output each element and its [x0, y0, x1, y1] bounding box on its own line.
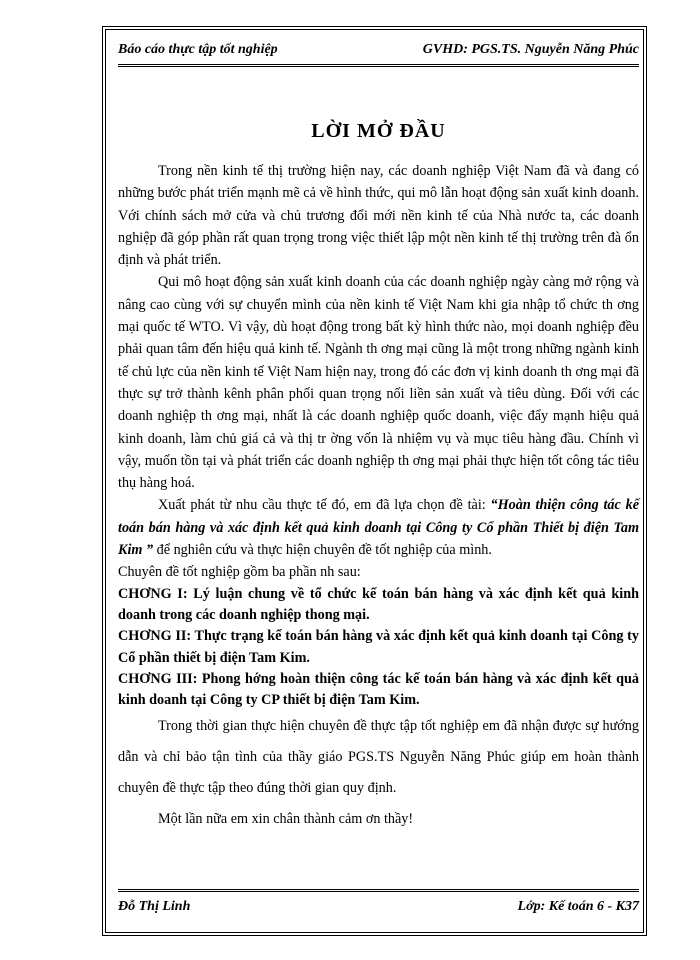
topic-tail-text: để nghiên cứu và thực hiện chuyên đề tốt nghiệp của mình.: [153, 542, 492, 559]
chapter-1: CHƠNG I: Lý luận chung về tổ chức kế toán bán hàng và xác định kết quả kinh doanh trong các doanh nghiệp thong mại.: [118, 585, 639, 623]
paragraph-intro: Trong nền kinh tế thị trường hiện nay, các doanh nghiệp Việt Nam đã và đang có những bước phát triển mạnh mẽ cả về hình thức, qui mô lẫn hoạt động sản xuất kinh doanh. Với chính sách mở cửa và chủ trương đổi mới nền kinh tế của Nhà nước ta, các doanh nghiệp đã góp phần rất quan trọng trong việc thiết lập một nền kinh tế thị trường trên đà ổn định và phát triển.: [118, 163, 639, 269]
chapter-2: CHƠNG II: Thực trạng kế toán bán hàng và xác định kết quả kinh doanh tại Công ty Cổ phần thiết bị điện Tam Kim.: [118, 628, 639, 666]
paragraph-thanks: Một lần nữa em xin chân thành cảm ơn thầy!: [158, 811, 414, 828]
footer-author: Đỗ Thị Linh: [118, 899, 191, 914]
page-title: LỜI MỞ ĐẦU: [311, 120, 446, 142]
paragraph-topic: [118, 494, 639, 561]
paragraph-context: Qui mô hoạt động sản xuất kinh doanh của các doanh nghiệp ngày càng mở rộng và nâng cao cùng với sự chuyển mình của nền kinh tế Việt Nam khi gia nhập tổ chức th ơng mại quốc tế WTO. Vì vậy, dù hoạt động trong bất kỳ hình thức nào, mọi doanh nghiệp đều phải quan tâm đến hiệu quả kinh tế. Ngành th ơng mại cũng là một trong những ngành kinh tế chủ lực của nền kinh tế Việt Nam hiện nay, trong đó các đơn vị kinh doanh th ơng mại đã thực sự trở thành kênh phân phối quan trọng nối liền sản xuất và tiêu dùng. Đối với các doanh nghiệp th ơng mại, nhất là các doanh nghiệp quốc doanh, việc đẩy mạnh hiệu quả kinh doanh, làm chủ giá cả và thị tr ờng vốn là nhiệm vụ và mục tiêu hàng đầu. Chính vì vậy, muốn tồn tại và phát triển các doanh nghiệp th ơng mại phải thực hiện tốt công tác tiêu thụ hàng hoá.: [118, 274, 639, 492]
footer-rule: [118, 889, 639, 892]
page-header: [118, 42, 639, 64]
paragraph-acknowledgement: Trong thời gian thực hiện chuyên đề thực tập tốt nghiệp em đã nhận được sự hướng dẫn và chỉ bảo tận tình của thầy giáo PGS.TS Nguyễn Năng Phúc giúp em hoàn thành chuyên đề thực tập theo đúng thời gian quy định.: [118, 718, 639, 797]
chapter-3: CHƠNG III: Phong hớng hoàn thiện công tác kế toán bán hàng và xác định kết quả kinh doanh tại Công ty CP thiết bị điện Tam Kim.: [118, 670, 639, 709]
paragraph-structure: Chuyên đề tốt nghiệp gồm ba phần nh sau:: [118, 564, 361, 581]
header-rule: [118, 64, 639, 67]
topic-lead-text: Xuất phát từ nhu cầu thực tế đó, em đã lựa chọn đề tài:: [158, 497, 491, 514]
document-body: [118, 160, 639, 835]
page-footer: [118, 899, 639, 921]
header-supervisor: GVHD: PGS.TS. Nguyễn Năng Phúc: [422, 42, 639, 57]
topic-title: “Hoàn thiện công tác kế toán bán hàng và xác định kết quả kinh doanh tại Công ty Cổ phần Thiết bị điện Tam Kim ”: [118, 497, 639, 559]
footer-class: Lớp: Kế toán 6 - K37: [517, 899, 639, 914]
header-report-title: Báo cáo thực tập tốt nghiệp: [118, 42, 278, 57]
